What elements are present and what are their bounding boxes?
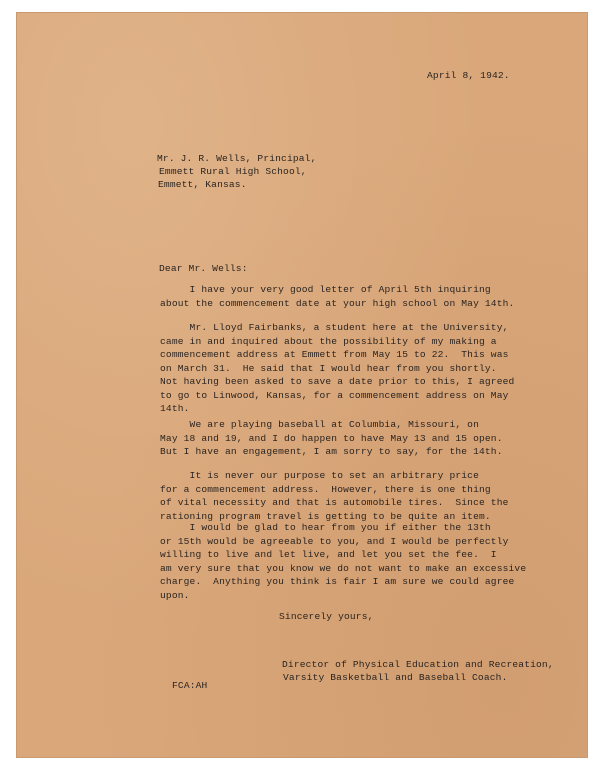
paragraph-line: I have your very good letter of April 5th inquiring	[160, 284, 491, 295]
paragraph-line: am very sure that you know we do not want to make an excessive	[160, 562, 527, 574]
paragraph-line: of vital necessity and that is automobile tires. Since the	[160, 497, 509, 508]
paragraph-line: Not having been asked to save a date prior to this, I agreed	[160, 376, 515, 387]
paragraph-line: on March 31. He said that I would hear from you shortly.	[160, 362, 497, 374]
paragraph-3	[160, 418, 503, 459]
recipient-name-line: Mr. J. R. Wells, Principal,	[157, 153, 317, 164]
paragraph-line: May 18 and 19, and I do happen to have May 13 and 15 open.	[160, 432, 503, 444]
recipient-city-line: Emmett, Kansas.	[158, 179, 247, 190]
paragraph-line: about the commencement date at your high school on May 14th.	[160, 297, 515, 309]
paragraph-line: upon.	[160, 589, 190, 601]
paragraph-line: I would be glad to hear from you if either the 13th	[160, 522, 491, 533]
paragraph-line: But I have an engagement, I am sorry to say, for the 14th.	[160, 446, 503, 457]
letter-date: April 8, 1942.	[427, 70, 510, 81]
paragraph-line: charge. Anything you think is fair I am sure we could agree	[160, 576, 515, 587]
salutation: Dear Mr. Wells:	[159, 263, 248, 274]
paragraph-line: came in and inquired about the possibility of my making a	[160, 335, 497, 347]
paragraph-2	[160, 321, 514, 416]
paragraph-line: willing to live and let live, and let you set the fee. I	[160, 549, 497, 560]
paragraph-line: to go to Linwood, Kansas, for a commencement address on May	[160, 389, 509, 401]
paragraph-line: for a commencement address. However, there is one thing	[160, 483, 491, 495]
paragraph-line: We are playing baseball at Columbia, Missouri, on	[160, 419, 479, 430]
paragraph-line: or 15th would be agreeable to you, and I would be perfectly	[160, 535, 509, 547]
letter-page	[17, 13, 587, 757]
paragraph-line: 14th.	[160, 403, 190, 414]
paragraph-line: It is never our purpose to set an arbitrary price	[160, 470, 479, 481]
paragraph-4	[160, 469, 509, 523]
signature-title-line-1: Director of Physical Education and Recreation,	[282, 659, 554, 670]
paragraph-1	[160, 283, 514, 310]
signature-title-line-2: Varsity Basketball and Baseball Coach.	[283, 672, 508, 683]
recipient-school-line: Emmett Rural High School,	[159, 166, 307, 177]
paragraph-5	[160, 521, 526, 602]
paragraph-line: rationing program travel is getting to be quite an item.	[160, 510, 491, 522]
typist-initials: FCA:AH	[172, 680, 208, 691]
paragraph-line: Mr. Lloyd Fairbanks, a student here at the University,	[160, 322, 509, 333]
closing: Sincerely yours,	[279, 611, 374, 622]
paragraph-line: commencement address at Emmett from May 15 to 22. This was	[160, 349, 509, 360]
